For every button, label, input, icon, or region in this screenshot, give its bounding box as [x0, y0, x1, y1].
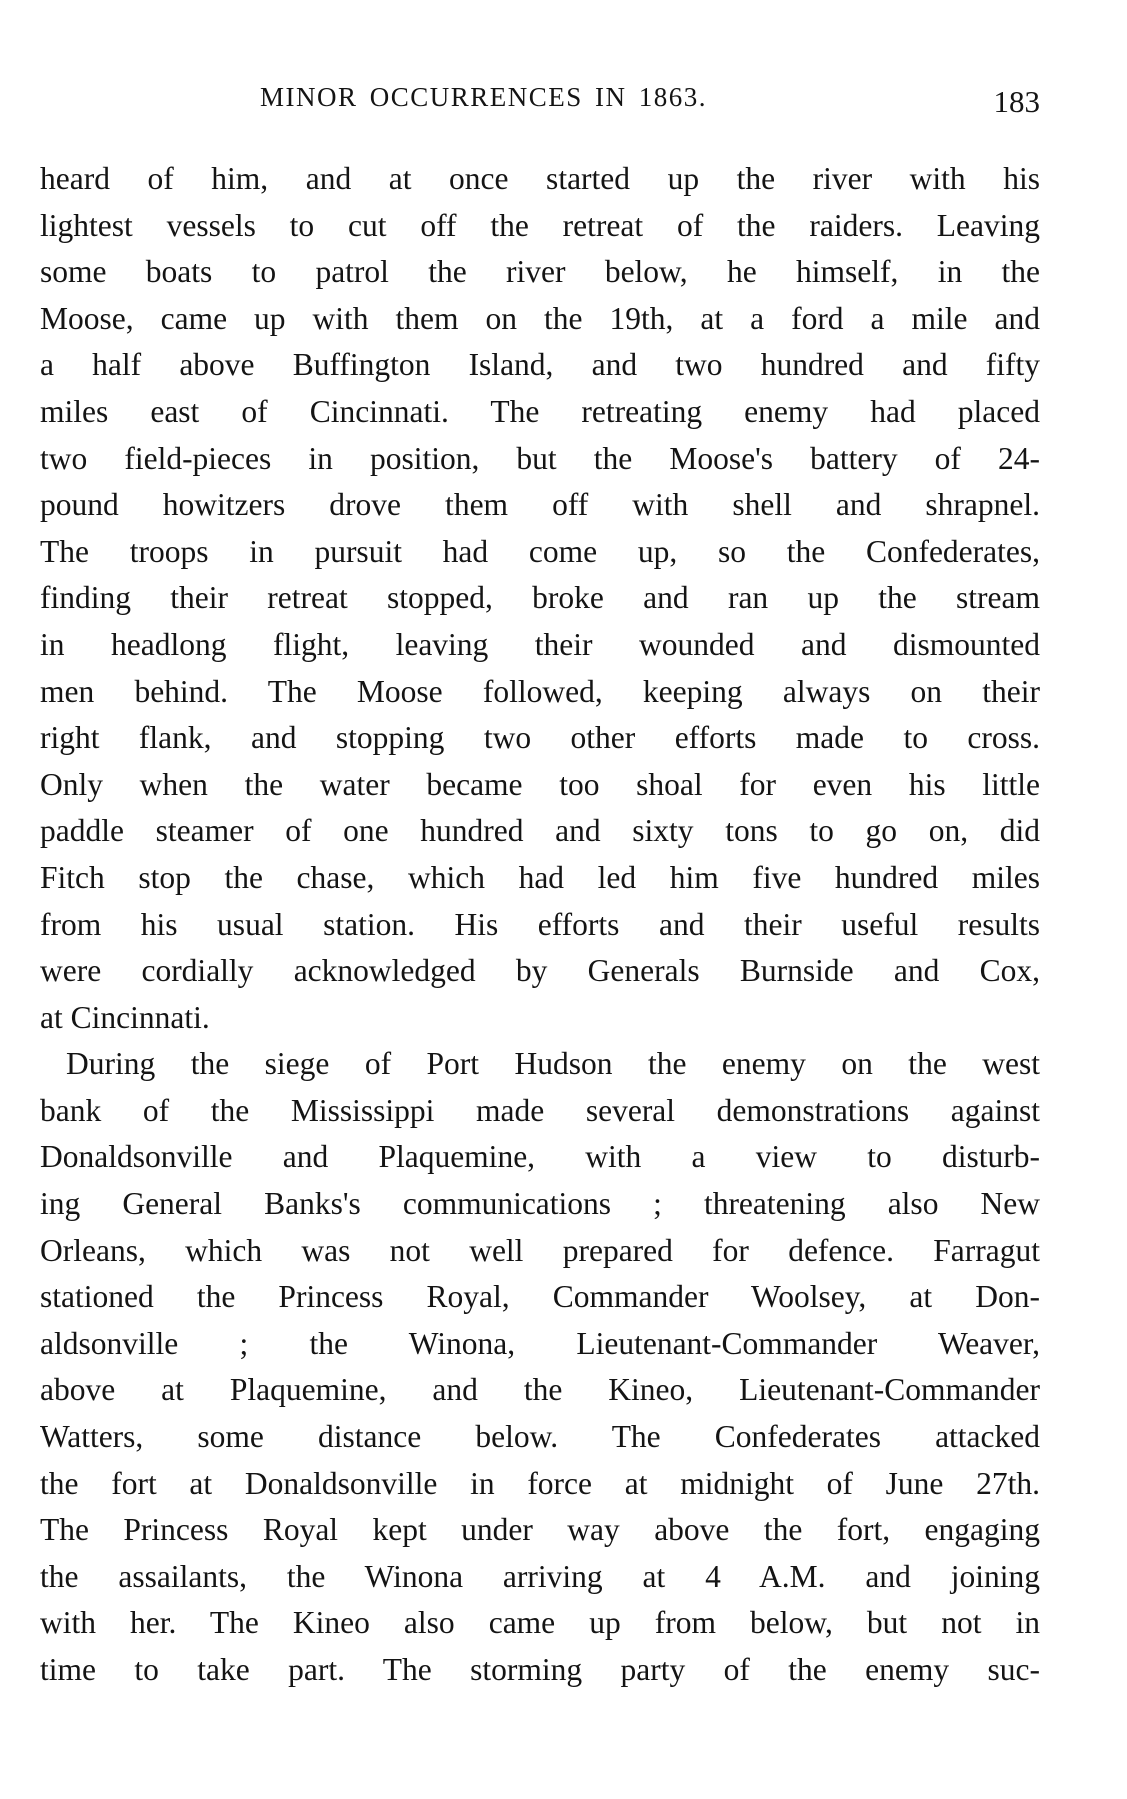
text-line: finding their retreat stopped, broke and ran up the stream	[40, 580, 1040, 616]
text-line: The troops in pursuit had come up, so the Confederates,	[40, 533, 1040, 569]
text-line: paddle steamer of one hundred and sixty tons to go on, did	[40, 813, 1040, 849]
paragraph-1	[40, 156, 1040, 1041]
text-line: some boats to patrol the river below, he himself, in the	[40, 254, 1040, 290]
text-line: at Cincinnati.	[40, 999, 210, 1035]
text-line: aldsonville ; the Winona, Lieutenant-Commander Weaver,	[40, 1325, 1040, 1361]
text-line: During the siege of Port Hudson the enemy on the west	[66, 1046, 1040, 1082]
text-line: lightest vessels to cut off the retreat of the raiders. Leaving	[40, 207, 1040, 243]
text-line: bank of the Mississippi made several demonstrations against	[40, 1092, 1040, 1128]
text-line: pound howitzers drove them off with shell and shrapnel.	[40, 487, 1040, 523]
text-line: two field-pieces in position, but the Moose's battery of 24-	[40, 440, 1040, 476]
text-line: The Princess Royal kept under way above the fort, engaging	[40, 1512, 1040, 1548]
running-head	[40, 82, 1040, 122]
paragraph-2	[40, 1041, 1040, 1693]
text-line: were cordially acknowledged by Generals Burnside and Cox,	[40, 953, 1040, 989]
body-text	[40, 156, 1040, 1694]
text-line: stationed the Princess Royal, Commander Woolsey, at Don-	[40, 1279, 1040, 1315]
text-line: in headlong flight, leaving their wounded and dismounted	[40, 626, 1040, 662]
page-number: 183	[993, 84, 1040, 119]
text-line: men behind. The Moose followed, keeping always on their	[40, 673, 1040, 709]
text-line: ing General Banks's communications ; threatening also New	[40, 1186, 1040, 1222]
text-line: time to take part. The storming party of the enemy suc-	[40, 1652, 1040, 1687]
text-line: Donaldsonville and Plaquemine, with a view to disturb-	[40, 1139, 1040, 1175]
text-line: a half above Buffington Island, and two hundred and fifty	[40, 347, 1040, 383]
text-line: Only when the water became too shoal for even his little	[40, 766, 1040, 802]
text-line: the fort at Donaldsonville in force at midnight of June 27th.	[40, 1465, 1040, 1501]
text-line: heard of him, and at once started up the river with his	[40, 161, 1040, 196]
text-line: with her. The Kineo also came up from below, but not in	[40, 1605, 1040, 1641]
text-line: Fitch stop the chase, which had led him five hundred miles	[40, 859, 1040, 895]
text-line: Moose, came up with them on the 19th, at a ford a mile and	[40, 300, 1040, 336]
text-line: above at Plaquemine, and the Kineo, Lieutenant-Commander	[40, 1372, 1040, 1408]
text-line: from his usual station. His efforts and their useful results	[40, 906, 1040, 942]
running-title: MINOR OCCURRENCES IN 1863.	[260, 82, 708, 112]
text-line: right flank, and stopping two other efforts made to cross.	[40, 720, 1040, 756]
text-line: Orleans, which was not well prepared for defence. Farragut	[40, 1232, 1040, 1268]
text-line: miles east of Cincinnati. The retreating enemy had placed	[40, 393, 1040, 429]
text-line: Watters, some distance below. The Confederates attacked	[40, 1419, 1040, 1455]
text-line: the assailants, the Winona arriving at 4 A.M. and joining	[40, 1558, 1040, 1594]
